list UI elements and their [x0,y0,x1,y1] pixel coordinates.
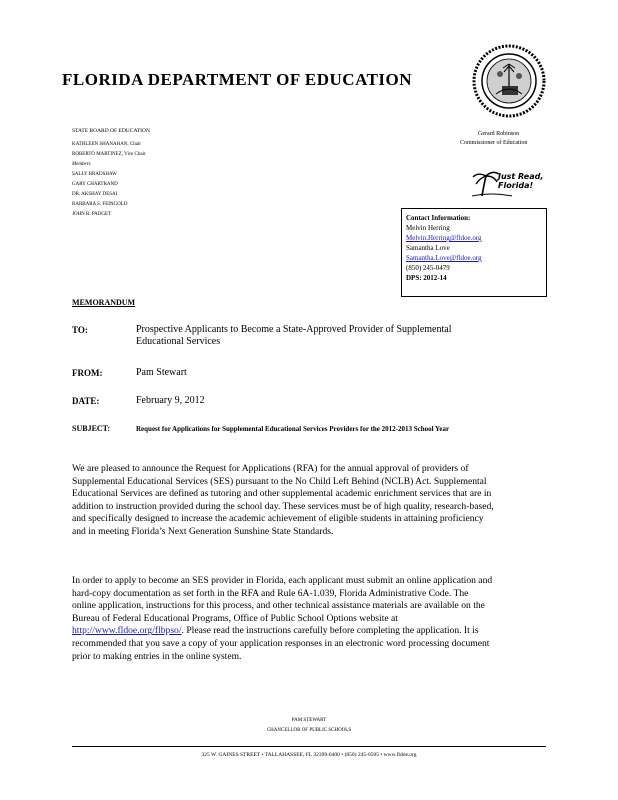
board-member: JOHN R. PADGET [72,212,112,217]
contact-information-box [401,208,547,297]
commissioner-block [460,130,527,148]
subject-label: SUBJECT: [72,424,111,433]
contact-email-link[interactable]: Samantha.Love@fldoe.org [406,254,482,262]
contact-name: Melvin Herring [406,224,450,232]
paragraph-text-end: . Please read the instructions carefully before completing the application. It is recommended that you save a copy of your application responses in an electronic word processing document prior to making entries in the online system. [72,625,490,662]
board-of-education [72,126,150,220]
footer-address: 325 W. GAINES STREET • TALLAHASSEE, FL 32399-0400 • (850) 245-0505 • www.fldoe.org [201,752,417,758]
board-chair: KATHLEEN SHANAHAN, Chair [72,142,142,147]
signature-title: CHANCELLOR OF PUBLIC SCHOOLS [266,728,352,733]
paragraph-text-start: In order to apply to become an SES provider in Florida, each applicant must submit an online application and hard-copy documentation as set forth in the RFA and Rule 6A-1.039, Florida Administrative Code. The online application, instructions for this process, and other technical assistance materials are available on the Bureau of Federal Educational Programs, Office of Public School Options website at [72,575,493,624]
contact-email-link[interactable]: Melvin.Herring@fldoe.org [406,234,482,242]
memo-heading: MEMORANDUM [72,298,136,307]
body-paragraph-1 [72,463,494,539]
signature-name: PAM STEWART [291,718,327,723]
contact-phone: (850) 245-0479 [406,264,450,272]
just-read-logo [472,168,544,198]
signature-block [0,716,618,736]
commissioner-name: Gerard Robinson [478,131,520,137]
footer-divider [72,746,546,747]
contact-header: Contact Information: [406,214,471,222]
dps-number: DPS: 2012-14 [406,274,447,282]
board-vice-chair: ROBERTO MARTINEZ, Vice Chair [72,152,146,157]
date-label: DATE: [72,396,100,406]
date-value: February 9, 2012 [136,395,205,406]
to-line: Educational Services [136,336,221,347]
page-title: FLORIDA DEPARTMENT OF EDUCATION [62,70,413,89]
state-seal-icon [472,44,546,118]
subject-value: Request for Applications for Supplemental Educational Services Providers for the 2012-2013 School Year [136,425,450,433]
website-link[interactable]: http://www.fldoe.org/flbpso/ [72,625,182,637]
paragraph-text [72,575,494,663]
board-member: GARY CHARTRAND [72,182,118,187]
to-line: Prospective Applicants to Become a State-Approved Provider of Supplemental [136,324,452,335]
paragraph-text: We are pleased to announce the Request for Applications (RFA) for the annual approval of providers of Supplemental Educational Services (SES) pursuant to the No Child Left Behind (NCLB) Act. Supplemental Educational Services are defined as tutoring and other supplemental academic enrichment services that are in addition to instruction provided during the school day. These services must be of high quality, research-based, and specifically designed to increase the academic achievement of eligible students in attaining proficiency and in meeting Florida’s Next Generation Sunshine State Standards. [72,463,494,537]
body-paragraph-2 [72,575,494,663]
members-label: Members [72,162,91,167]
from-label: FROM: [72,368,103,378]
from-value: Pam Stewart [136,367,187,378]
contact-name: Samantha Love [406,244,450,252]
board-member: DR. AKSHAY DESAI [72,192,118,197]
board-header: STATE BOARD OF EDUCATION [72,128,150,134]
to-label: TO: [72,325,88,335]
commissioner-title: Commissioner of Education [460,140,528,146]
board-member: SALLY BRADSHAW [72,172,117,177]
board-member: BARBARA S. FEINGOLD [72,202,128,207]
just-read-text: Just Read, Florida! [498,172,544,190]
